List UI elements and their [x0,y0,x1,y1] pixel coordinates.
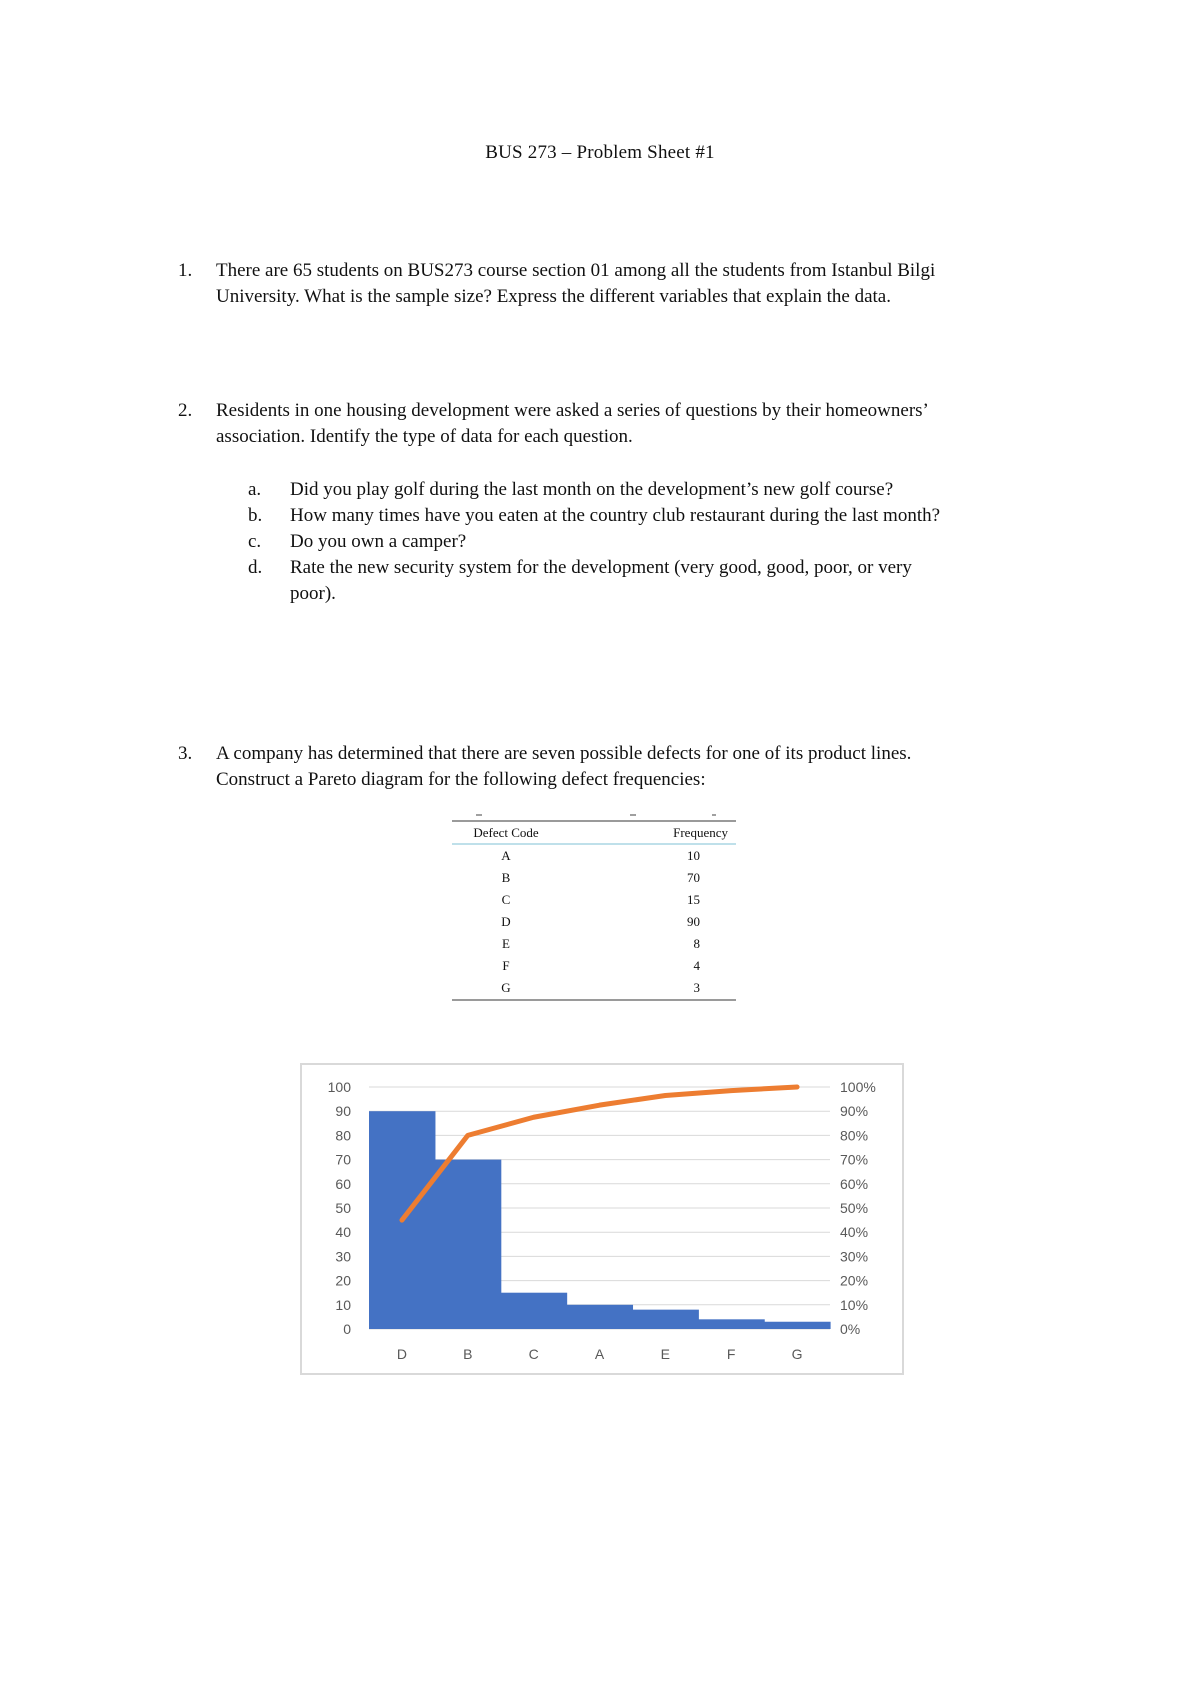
question-1-number: 1. [178,260,193,281]
x-axis-tick-label: F [726,1346,736,1362]
y2-axis-tick-label: 0% [840,1321,861,1337]
y-axis-tick-label: 40 [335,1224,351,1241]
defect-code-cell: B [501,870,511,885]
y2-axis-tick-label: 70% [840,1151,869,1168]
item-text-line-1: Rate the new security system for the development (very good, good, poor, or very [290,557,912,578]
defect-code-cell: F [502,958,510,973]
item-text [290,555,1070,607]
y-axis-tick-label: 20 [335,1272,351,1289]
bar-C [501,1293,567,1329]
frequency-cell: 10 [687,848,700,863]
table-row [452,955,736,977]
bar-G [764,1322,830,1329]
item-letter: c. [248,531,262,552]
y2-axis-tick-label: 50% [840,1200,869,1216]
x-axis-tick-label: D [396,1346,407,1362]
frequency-cell: 70 [687,870,700,885]
y-axis-tick-label: 80 [335,1127,351,1144]
defect-code-cell: G [452,977,560,1000]
y2-axis-tick-label: 10% [840,1296,869,1313]
y-axis-tick-label: 70 [335,1151,351,1168]
question-1-line-1: There are 65 students on BUS273 course section 01 among all the students from Istanbul Bilgi [216,260,936,281]
x-axis-tick-label: G [791,1346,803,1362]
question-2-line-1: Residents in one housing development were asked a series of questions by their homeowners’ [216,400,929,421]
frequency-cell: 90 [687,914,700,929]
y-axis-tick-label: 90 [335,1103,351,1120]
defect-code-cell: A [501,848,511,863]
table-row [452,933,736,955]
x-axis-tick-label: E [660,1346,671,1362]
pareto-chart [300,1063,904,1375]
question-2-line-2: association. Identify the type of data for each question. [216,426,633,447]
defect-frequency-table [452,820,736,1001]
table-row [452,889,736,911]
item-text-line-2: poor). [290,583,336,604]
question-3-line-2: Construct a Pareto diagram for the following defect frequencies: [216,769,706,790]
frequency-cell: 15 [687,892,700,907]
x-axis-tick-label: A [594,1346,605,1362]
item-letter: d. [248,557,263,578]
y2-axis-tick-label: 20% [840,1272,869,1289]
document-title: BUS 273 – Problem Sheet #1 [485,142,715,163]
y-axis-tick-label: 60 [335,1175,351,1192]
question-1-line-2: University. What is the sample size? Express the different variables that explain the data. [216,286,891,307]
table-clipped-marks [452,808,736,818]
table-row [452,977,736,1000]
column-header-frequency: Frequency [560,821,736,844]
bar-F [698,1319,764,1329]
question-2-number: 2. [178,400,193,421]
bar-A [567,1305,633,1329]
table-row [452,911,736,933]
y2-axis-tick-label: 60% [840,1175,869,1192]
question-3-line-1: A company has determined that there are seven possible defects for one of its product lines. [216,743,912,764]
y2-axis-tick-label: 40% [840,1224,869,1241]
bar-B [435,1160,501,1329]
item-letter: a. [248,479,262,500]
table-header-row [452,821,736,844]
table-row [452,867,736,889]
question-3-number: 3. [178,743,193,764]
item-text: Did you play golf during the last month on the development’s new golf course? [290,479,894,500]
defect-code-cell: C [501,892,511,907]
bar-E [632,1310,698,1329]
y2-axis-tick-label: 30% [840,1248,869,1265]
frequency-cell: 4 [693,958,700,973]
y-axis-tick-label: 10 [335,1296,351,1313]
y-axis-tick-label: 30 [335,1248,351,1265]
y-axis-tick-label: 100 [327,1079,351,1095]
frequency-cell: 3 [560,977,736,1000]
defect-code-cell: E [502,936,510,951]
y-axis-tick-label: 0 [343,1321,351,1337]
frequency-cell: 8 [693,936,700,951]
y2-axis-tick-label: 80% [840,1127,869,1144]
y2-axis-tick-label: 90% [840,1103,869,1120]
item-text: Do you own a camper? [290,531,467,552]
y-axis-tick-label: 50 [335,1200,351,1216]
item-letter: b. [248,505,263,526]
y2-axis-tick-label: 100% [840,1079,876,1095]
column-header-defect-code: Defect Code [452,821,560,844]
x-axis-tick-label: B [463,1346,473,1362]
table-row [452,844,736,867]
x-axis-tick-label: C [528,1346,539,1362]
pareto-chart-svg [302,1065,902,1373]
item-text: How many times have you eaten at the country club restaurant during the last month? [290,505,941,526]
defect-code-cell: D [501,914,511,929]
